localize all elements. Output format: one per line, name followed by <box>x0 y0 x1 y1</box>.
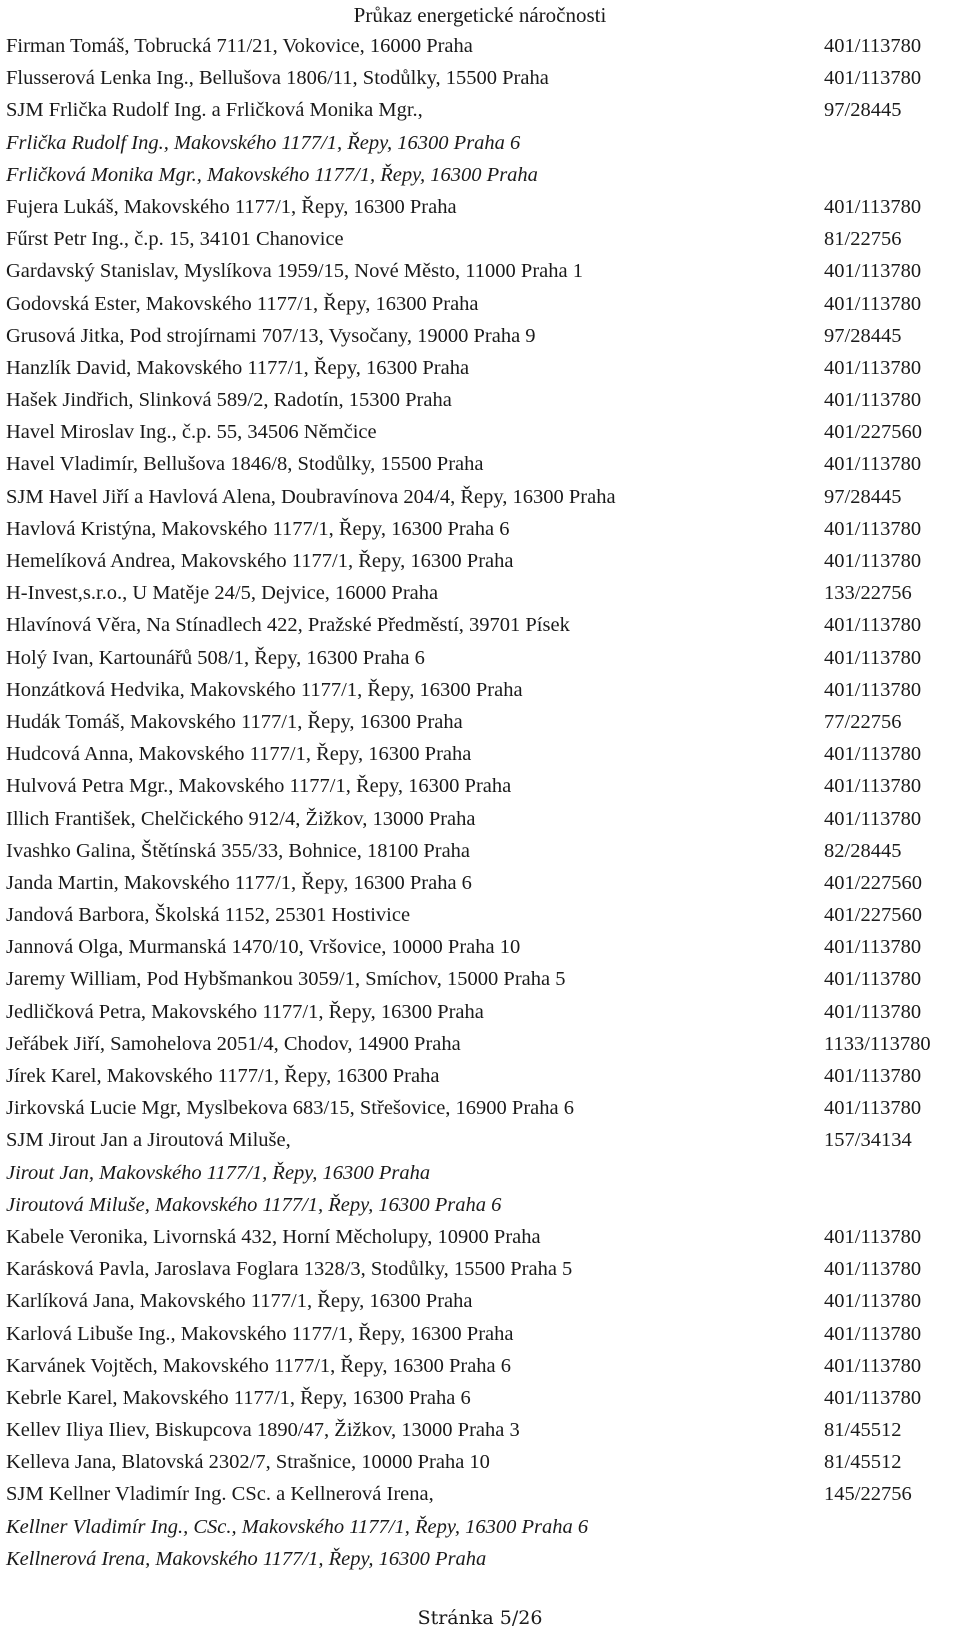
list-item <box>6 1414 960 1446</box>
list-item <box>6 1253 960 1285</box>
list-item <box>6 94 960 126</box>
share-number: 157/34134 <box>824 1129 912 1152</box>
page-header: Průkaz energetické náročnosti <box>353 3 607 27</box>
share-number: 401/113780 <box>824 260 922 283</box>
share-number: 401/113780 <box>824 356 922 379</box>
list-item <box>6 674 960 706</box>
list-item <box>6 738 960 770</box>
owner-name-address: Hašek Jindřich, Slinková 589/2, Radotín, 15300 Praha <box>6 389 452 412</box>
share-number: 401/113780 <box>824 35 922 57</box>
share-number: 401/113780 <box>824 678 922 701</box>
list-item <box>6 835 960 867</box>
list-item <box>6 1478 960 1510</box>
share-number: 401/113780 <box>824 67 922 90</box>
share-number: 401/113780 <box>824 1258 922 1281</box>
list-item <box>6 62 960 94</box>
list-item <box>6 1124 960 1156</box>
share-number: 1133/113780 <box>824 1032 931 1055</box>
owner-name-address: Karlová Libuše Ing., Makovského 1177/1, Řepy, 16300 Praha <box>6 1322 514 1345</box>
owner-name-address: Jirout Jan, Makovského 1177/1, Řepy, 16300 Praha <box>6 1161 431 1184</box>
share-number: 401/113780 <box>824 1386 922 1409</box>
list-item <box>6 545 960 577</box>
list-item <box>6 127 960 159</box>
owner-name-address: Hlavínová Věra, Na Stínadlech 422, Pražské Předměstí, 39701 Písek <box>6 614 570 637</box>
list-item <box>6 1543 960 1575</box>
share-number: 401/227560 <box>824 904 922 927</box>
share-number: 401/113780 <box>824 1290 922 1313</box>
list-item <box>6 899 960 931</box>
share-number: 401/113780 <box>824 646 922 669</box>
list-item <box>6 513 960 545</box>
list-item <box>6 706 960 738</box>
owner-name-address: H-Invest,s.r.o., U Matěje 24/5, Dejvice, 16000 Praha <box>6 582 439 605</box>
share-number: 97/28445 <box>824 99 902 122</box>
list-item <box>6 255 960 287</box>
owner-name-address: Kelleva Jana, Blatovská 2302/7, Strašnice, 10000 Praha 10 <box>6 1451 490 1474</box>
list-item <box>6 191 960 223</box>
list-item <box>6 1511 960 1543</box>
share-number: 401/113780 <box>824 550 922 572</box>
list-item <box>6 1189 960 1221</box>
owner-name-address: Gardavský Stanislav, Myslíkova 1959/15, Nové Město, 11000 Praha 1 <box>6 260 583 283</box>
owner-name-address: Frlička Rudolf Ing., Makovského 1177/1, Řepy, 16300 Praha 6 <box>6 131 521 154</box>
owner-name-address: Janda Martin, Makovského 1177/1, Řepy, 16300 Praha 6 <box>6 871 472 894</box>
list-item <box>6 352 960 384</box>
owner-name-address: Flusserová Lenka Ing., Bellušova 1806/11, Stodůlky, 15500 Praha <box>6 67 549 90</box>
share-number: 401/113780 <box>824 743 922 766</box>
share-number: 77/22756 <box>824 710 902 733</box>
list-item <box>6 1446 960 1478</box>
share-number: 81/22756 <box>824 228 902 251</box>
share-number: 401/113780 <box>824 1225 922 1248</box>
owner-name-address: Hemelíková Andrea, Makovského 1177/1, Řepy, 16300 Praha <box>6 550 514 572</box>
owner-name-address: Jannová Olga, Murmanská 1470/10, Vršovice, 10000 Praha 10 <box>6 936 521 959</box>
share-number: 401/227560 <box>824 871 922 894</box>
list-item <box>6 1092 960 1124</box>
list-item <box>6 223 960 255</box>
owner-name-address: Karlíková Jana, Makovského 1177/1, Řepy, 16300 Praha <box>6 1290 473 1313</box>
share-number: 133/22756 <box>824 582 912 605</box>
share-number: 401/113780 <box>824 453 922 476</box>
owner-name-address: Jandová Barbora, Školská 1152, 25301 Hostivice <box>6 904 411 927</box>
list-item <box>6 288 960 320</box>
owner-name-address: Karvánek Vojtěch, Makovského 1177/1, Řepy, 16300 Praha 6 <box>6 1354 512 1377</box>
list-item <box>6 1382 960 1414</box>
owner-name-address: Illich František, Chelčického 912/4, Žižkov, 13000 Praha <box>6 807 476 830</box>
owner-name-address: SJM Kellner Vladimír Ing. CSc. a Kellnerová Irena, <box>6 1483 434 1506</box>
list-item <box>6 996 960 1028</box>
owner-name-address: Jaremy William, Pod Hybšmankou 3059/1, Smíchov, 15000 Praha 5 <box>6 968 566 991</box>
owner-name-address: Havlová Kristýna, Makovského 1177/1, Řepy, 16300 Praha 6 <box>6 517 510 540</box>
owner-name-address: SJM Jirout Jan a Jiroutová Miluše, <box>6 1129 291 1152</box>
owner-name-address: Frličková Monika Mgr., Makovského 1177/1, Řepy, 16300 Praha <box>6 163 538 186</box>
share-number: 401/227560 <box>824 421 922 444</box>
list-item <box>6 770 960 802</box>
list-item <box>6 481 960 513</box>
page-footer: Stránka 5/26 <box>417 1607 543 1629</box>
share-number: 97/28445 <box>824 324 902 347</box>
share-number: 401/113780 <box>824 1322 922 1345</box>
share-number: 145/22756 <box>824 1483 912 1506</box>
list-item <box>6 1285 960 1317</box>
owner-name-address: Hudcová Anna, Makovského 1177/1, Řepy, 16300 Praha <box>6 743 472 766</box>
owner-name-address: Jedličková Petra, Makovského 1177/1, Řepy, 16300 Praha <box>6 1000 484 1023</box>
list-item <box>6 320 960 352</box>
share-number: 401/113780 <box>824 614 922 637</box>
list-item <box>6 1350 960 1382</box>
list-item <box>6 416 960 448</box>
share-number: 401/113780 <box>824 517 922 540</box>
share-number: 81/45512 <box>824 1419 902 1442</box>
share-number: 401/113780 <box>824 1000 922 1023</box>
owner-name-address: Holý Ivan, Kartounářů 508/1, Řepy, 16300 Praha 6 <box>6 646 425 669</box>
share-number: 81/45512 <box>824 1451 902 1474</box>
list-item <box>6 448 960 480</box>
list-item <box>6 803 960 835</box>
share-number: 401/113780 <box>824 807 922 830</box>
owner-name-address: Jírek Karel, Makovského 1177/1, Řepy, 16300 Praha <box>6 1065 440 1087</box>
owner-name-address: SJM Frlička Rudolf Ing. a Frličková Monika Mgr., <box>6 99 423 122</box>
owner-name-address: Ivashko Galina, Štětínská 355/33, Bohnice, 18100 Praha <box>6 839 471 862</box>
share-number: 401/113780 <box>824 195 922 218</box>
share-number: 401/113780 <box>824 1065 922 1087</box>
list-item <box>6 867 960 899</box>
list-item <box>6 1221 960 1253</box>
list-item <box>6 963 960 995</box>
owner-name-address: Kabele Veronika, Livornská 432, Horní Měcholupy, 10900 Praha <box>6 1225 541 1248</box>
owner-name-address: Kellnerová Irena, Makovského 1177/1, Řepy, 16300 Praha <box>6 1547 487 1570</box>
list-item <box>6 1060 960 1092</box>
share-number: 401/113780 <box>824 936 922 959</box>
share-number: 401/113780 <box>824 775 922 798</box>
list-item <box>6 30 960 62</box>
owner-name-address: Havel Miroslav Ing., č.p. 55, 34506 Němčice <box>6 421 377 444</box>
owner-list <box>6 30 960 1575</box>
owner-name-address: Jeřábek Jiří, Samohelova 2051/4, Chodov, 14900 Praha <box>6 1032 461 1055</box>
owner-name-address: Honzátková Hedvika, Makovského 1177/1, Řepy, 16300 Praha <box>6 678 523 701</box>
list-item <box>6 384 960 416</box>
owner-name-address: Karásková Pavla, Jaroslava Foglara 1328/3, Stodůlky, 15500 Praha 5 <box>6 1258 573 1281</box>
list-item <box>6 1028 960 1060</box>
owner-name-address: Kellner Vladimír Ing., CSc., Makovského 1177/1, Řepy, 16300 Praha 6 <box>6 1515 589 1538</box>
list-item <box>6 931 960 963</box>
owner-name-address: Hanzlík David, Makovského 1177/1, Řepy, 16300 Praha <box>6 356 470 379</box>
list-item <box>6 159 960 191</box>
share-number: 401/113780 <box>824 292 922 315</box>
owner-name-address: Havel Vladimír, Bellušova 1846/8, Stodůlky, 15500 Praha <box>6 453 484 476</box>
share-number: 401/113780 <box>824 1097 922 1120</box>
list-item <box>6 577 960 609</box>
owner-name-address: Jiroutová Miluše, Makovského 1177/1, Řepy, 16300 Praha 6 <box>6 1193 502 1216</box>
owner-name-address: Firman Tomáš, Tobrucká 711/21, Vokovice, 16000 Praha <box>6 35 473 57</box>
list-item <box>6 642 960 674</box>
list-item <box>6 609 960 641</box>
owner-name-address: Hulvová Petra Mgr., Makovského 1177/1, Řepy, 16300 Praha <box>6 775 512 798</box>
owner-name-address: Jirkovská Lucie Mgr, Myslbekova 683/15, Střešovice, 16900 Praha 6 <box>6 1097 574 1120</box>
list-item <box>6 1157 960 1189</box>
owner-name-address: Kebrle Karel, Makovského 1177/1, Řepy, 16300 Praha 6 <box>6 1386 471 1409</box>
share-number: 82/28445 <box>824 839 902 862</box>
share-number: 401/113780 <box>824 968 922 991</box>
share-number: 401/113780 <box>824 1354 922 1377</box>
share-number: 401/113780 <box>824 389 922 412</box>
owner-name-address: Fujera Lukáš, Makovského 1177/1, Řepy, 16300 Praha <box>6 195 457 218</box>
owner-name-address: Fűrst Petr Ing., č.p. 15, 34101 Chanovice <box>6 228 344 251</box>
owner-name-address: Godovská Ester, Makovského 1177/1, Řepy, 16300 Praha <box>6 292 479 315</box>
owner-name-address: SJM Havel Jiří a Havlová Alena, Doubravínova 204/4, Řepy, 16300 Praha <box>6 485 616 508</box>
owner-name-address: Grusová Jitka, Pod strojírnami 707/13, Vysočany, 19000 Praha 9 <box>6 324 536 347</box>
share-number: 97/28445 <box>824 485 902 508</box>
owner-name-address: Kellev Iliya Iliev, Biskupcova 1890/47, Žižkov, 13000 Praha 3 <box>6 1419 520 1442</box>
owner-name-address: Hudák Tomáš, Makovského 1177/1, Řepy, 16300 Praha <box>6 710 463 733</box>
list-item <box>6 1318 960 1350</box>
